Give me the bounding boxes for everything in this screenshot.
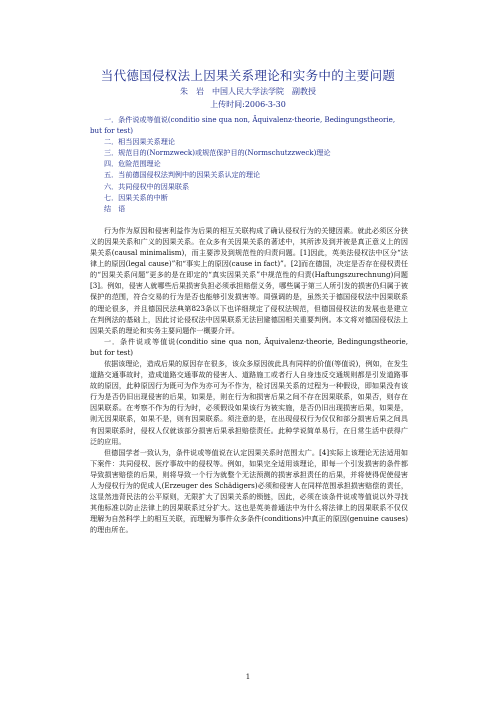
upload-time: 上传时间:2006-3-30 — [210, 100, 286, 109]
paragraph-3: 但德国学者一致认为，条件说或等值说在认定因果关系时范围太广。[4]实际上该理论无法适用如下案件：共同侵权、医疗事故中的侵权等。例如，如果完全适用该理论，即每一个引发损害的条件都导致损害赔偿的后果，则将导致一个行为就整个无法预测的损害承担责任的后果，并将使得促使侵害人为侵权行为的促成人(Erzeuger des Schädigers)必须和侵害人在同样范围承担损害赔偿的责任，这显然违背民法的公平原则，无限扩大了因果关系的锁链，因此，必须在该条件说或等值说以外寻找其他标准以防止法律上的因果联系过分扩大。这也是英美普通法中为什么将法律上的因果联系不仅仅理解为自然科学上的相互关联，而理解为事件众多条件(conditions)中真正的原因(genuine causes)的理由所在。 — [90, 447, 408, 535]
toc-item-5: 五．当前德国侵权法判例中的因果关系认定的理论 — [104, 170, 261, 180]
toc-item-3: 三．规范目的(Normzweck)或规范保护目的(Normschutzzweck)理论 — [104, 148, 331, 158]
author-line: 朱 岩 中国人民大学法学院 副教授 — [180, 87, 316, 96]
document-body — [90, 114, 408, 535]
toc-item-2: 二．相当因果关系理论 — [104, 137, 175, 147]
page-number: 1 — [245, 673, 251, 681]
body-text — [90, 225, 408, 536]
toc-item-7: 七．因果关系的中断 — [104, 192, 168, 202]
section-heading-1: 一．条件说或等值说(conditio sine qua non, Äquivalenz-theorie, Bedingungstheorie, but for test) — [90, 336, 408, 357]
toc-item-1: 一．条件说或等值说(conditio sine qua non, Äquivalenz-theorie, Bedingungstheorie, but for test) — [90, 115, 396, 136]
toc-item-8: 结 语 — [104, 203, 126, 213]
document-title: 当代德国侵权法上因果关系理论和实务中的主要问题 — [100, 68, 396, 83]
toc-item-6: 六．共同侵权中的因果联系 — [104, 181, 190, 191]
paragraph-2: 依据该理论，造成后果的原因存在很多，该众多原因彼此具有同样的价值(等值说)，例如，在发生道路交通事故时，造成道路交通事故的侵害人、道路施工或者行人自身违反交通规则都是引发道路事故的原因，此种原因行为既可为作为亦可为不作为，检讨因果关系的过程为一种假设，即如果没有该行为是否仍旧出现侵害的后果，如果是，则在行为和损害后果之间不存在因果联系，如果否，则存在因果联系。在考察不作为的行为时，必须假设如果该行为被实施，是否仍旧出现损害后果，如果是，则无因果联系，如果不是，则有因果联系。须注意的是，在出现侵权行为仅仅和部分损害后果之间具有因果联系时，侵权人仅就该部分损害后果承担赔偿责任。此种学说简单易行，在日常生活中获得广泛的应用。 — [90, 358, 408, 446]
table-of-contents — [90, 114, 408, 214]
toc-item-4: 四．危险范围理论 — [104, 159, 161, 169]
paragraph-intro: 行为作为原因和侵害利益作为后果的相互关联构成了确认侵权行为的关键因素。就此必须区分狭义的因果关系和广义的因果关系。在众多有关因果关系的著述中，其所涉及到并被是真正意义上的因果关系(causal minimalism)，而主要涉及到规范性的归责问题。[1]因此，英美法侵权法中区分“法律上的原因(legal cause)”和“事实上的原因(cause in fact)”。[2]而在德国，决定是否存在侵权责任的“因果关系问题”更多的是在即定的“真实因果关系”中规范性的归责(Haftungszurechnung)问题[3]。例如，侵害人就哪些后果损害负担必须承担赔偿义务，哪些属于第三人所引发的损害仍归属于被保护的范围，符合交易的行为是否也能够引发损害等。周强调的是，虽然关于德国侵权法中因果联系的理论很多，并且德国民法典第823条以下也详细规定了侵权法规范，但德国侵权法的发展也是建立在判例法的基础上，因此讨论侵权法中因果联系无法回避德国相关重要判例。本文将对德国侵权法上因果关系的理论和实务主要问题作一概要介评。 — [90, 225, 408, 335]
